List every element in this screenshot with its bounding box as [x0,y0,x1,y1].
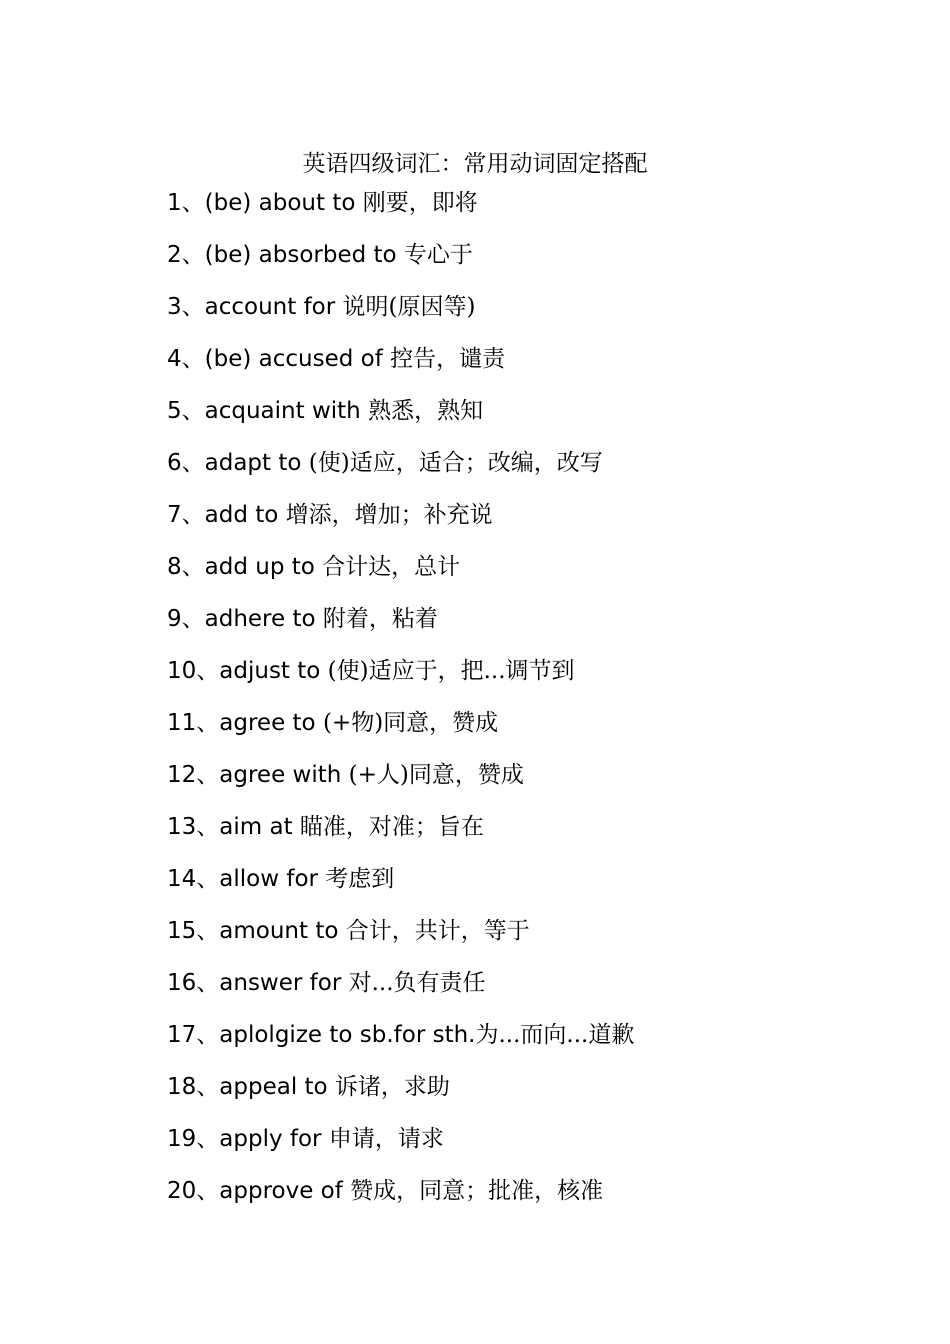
entry-phrase: agree to [219,710,323,736]
document-title: 英语四级词汇：常用动词固定搭配 [302,151,648,177]
entry-separator: 、 [181,606,205,632]
entry-meaning: 考虑到 [325,866,395,892]
list-item [167,1122,887,1174]
entry-phrase: allow for [219,866,326,892]
entry-phrase: adjust to [219,658,328,684]
entry-number: 2 [167,242,182,268]
entry-number: 5 [167,398,182,424]
entry-phrase: (be) absorbed to [204,242,404,268]
entry-meaning: 对...负有责任 [348,970,486,996]
entry-meaning: (+人)同意，赞成 [348,762,524,788]
entry-separator: 、 [196,762,220,788]
entry-phrase: aplolgize to sb.for sth. [219,1022,476,1048]
entry-number: 4 [167,346,182,372]
entry-separator: 、 [196,1126,220,1152]
list-item [167,186,887,238]
entry-separator: 、 [196,1022,220,1048]
entry-number: 20 [167,1178,197,1204]
list-item [167,810,887,862]
entry-meaning: 控告，谴责 [390,346,506,372]
entry-meaning: 诉诸，求助 [334,1074,450,1100]
entry-meaning: (使)适应，适合；改编，改写 [308,450,603,476]
list-item [167,446,887,498]
entry-meaning: (+物)同意，赞成 [322,710,499,736]
list-item [167,706,887,758]
entry-meaning: (使)适应于，把...调节到 [327,658,575,684]
entry-separator: 、 [196,1074,220,1100]
list-item [167,1070,887,1122]
list-item [167,238,887,290]
phrase-list [167,186,887,1226]
entry-phrase: apply for [219,1126,329,1152]
list-item [167,966,887,1018]
entry-number: 12 [167,762,197,788]
list-item [167,654,887,706]
entry-number: 1 [167,190,182,216]
entry-phrase: agree with [219,762,349,788]
entry-phrase: (be) about to [204,190,363,216]
entry-phrase: add to [204,502,286,528]
entry-phrase: (be) accused of [204,346,391,372]
entry-number: 14 [167,866,197,892]
entry-number: 7 [167,502,182,528]
entry-separator: 、 [196,918,220,944]
entry-phrase: account for [204,294,343,320]
entry-meaning: 说明(原因等) [342,294,476,320]
list-item [167,550,887,602]
entry-separator: 、 [181,450,205,476]
entry-phrase: answer for [219,970,349,996]
entry-meaning: 申请，请求 [328,1126,444,1152]
entry-separator: 、 [181,346,205,372]
list-item [167,394,887,446]
entry-meaning: 专心于 [403,242,473,268]
entry-separator: 、 [196,710,220,736]
entry-separator: 、 [181,398,205,424]
list-item [167,498,887,550]
entry-phrase: adhere to [204,606,323,632]
entry-meaning: 合计，共计，等于 [345,918,530,944]
entry-separator: 、 [181,502,205,528]
entry-phrase: add up to [204,554,323,580]
entry-meaning: 合计达，总计 [322,554,461,580]
entry-meaning: 瞄准，对准；旨在 [299,814,484,840]
entry-separator: 、 [196,658,220,684]
list-item [167,1174,887,1226]
entry-meaning: 熟悉，熟知 [368,398,484,424]
entry-separator: 、 [181,294,205,320]
list-item [167,758,887,810]
entry-separator: 、 [196,814,220,840]
entry-number: 11 [167,710,197,736]
list-item [167,342,887,394]
list-item [167,1018,887,1070]
entry-separator: 、 [196,970,220,996]
entry-meaning: 刚要，即将 [362,190,478,216]
entry-phrase: approve of [219,1178,351,1204]
entry-phrase: aim at [219,814,300,840]
entry-number: 13 [167,814,197,840]
entry-meaning: 附着，粘着 [322,606,438,632]
entry-number: 8 [167,554,182,580]
entry-phrase: adapt to [204,450,309,476]
entry-number: 18 [167,1074,197,1100]
entry-number: 19 [167,1126,197,1152]
entry-meaning: 为...而向...道歉 [475,1022,635,1048]
list-item [167,862,887,914]
entry-phrase: acquaint with [204,398,369,424]
entry-separator: 、 [181,242,205,268]
entry-separator: 、 [196,1178,220,1204]
list-item [167,914,887,966]
entry-separator: 、 [196,866,220,892]
entry-number: 6 [167,450,182,476]
entry-phrase: appeal to [219,1074,335,1100]
list-item [167,602,887,654]
entry-phrase: amount to [219,918,346,944]
entry-number: 16 [167,970,197,996]
entry-separator: 、 [181,554,205,580]
entry-number: 9 [167,606,182,632]
entry-number: 10 [167,658,197,684]
entry-number: 17 [167,1022,197,1048]
entry-meaning: 赞成，同意；批准，核准 [350,1178,604,1204]
entry-separator: 、 [181,190,205,216]
entry-number: 15 [167,918,197,944]
entry-meaning: 增添，增加；补充说 [285,502,493,528]
entry-number: 3 [167,294,182,320]
list-item [167,290,887,342]
